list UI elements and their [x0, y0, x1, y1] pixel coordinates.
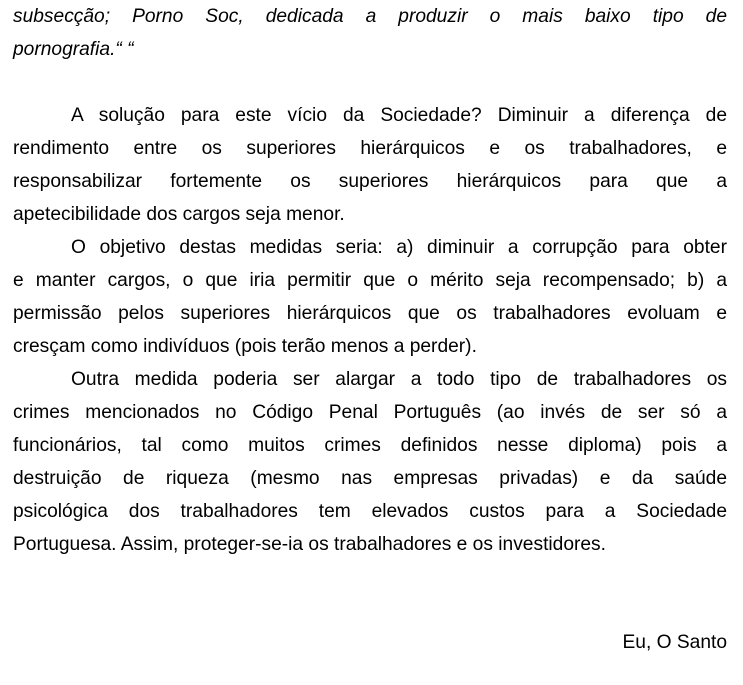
- text-line: e manter cargos, o que iria permitir que o mérito seja recompensado; b) a: [13, 270, 727, 291]
- text-line: A solução para este vício da Sociedade? Diminuir a diferença de: [71, 105, 727, 126]
- text-line: responsabilizar fortemente os superiores hierárquicos para que a: [13, 171, 727, 192]
- text-line: psicológica dos trabalhadores tem elevados custos para a Sociedade: [13, 501, 727, 522]
- text-line: crimes mencionados no Código Penal Português (ao invés de ser só a: [13, 402, 727, 423]
- text-line: funcionários, tal como muitos crimes definidos nesse diploma) pois a: [13, 435, 727, 456]
- text-line: permissão pelos superiores hierárquicos que os trabalhadores evoluam e: [13, 303, 727, 324]
- text-line: subsecção; Porno Soc, dedicada a produzir o mais baixo tipo de: [13, 6, 727, 27]
- paragraph-gap: [13, 66, 727, 99]
- text-line: apetecibilidade dos cargos seja menor.: [13, 204, 345, 225]
- text-line: O objetivo destas medidas seria: a) diminuir a corrupção para obter: [71, 237, 727, 258]
- signature: Eu, O Santo: [622, 632, 727, 653]
- text-line: destruição de riqueza (mesmo nas empresas privadas) e da saúde: [13, 468, 727, 489]
- document-page: [13, 0, 727, 561]
- text-line: Outra medida poderia ser alargar a todo tipo de trabalhadores os: [71, 369, 727, 390]
- text-line: pornografia.“ “: [13, 39, 134, 60]
- text-line: rendimento entre os superiores hierárquicos e os trabalhadores, e: [13, 138, 727, 159]
- paragraph-solution: [13, 99, 727, 231]
- text-line: Portuguesa. Assim, proteger-se-ia os trabalhadores e os investidores.: [13, 534, 606, 555]
- paragraph-other-measure: [13, 363, 727, 561]
- paragraph-objective: [13, 231, 727, 363]
- quote-tail: [13, 0, 727, 66]
- text-line: cresçam como indivíduos (pois terão menos a perder).: [13, 336, 477, 357]
